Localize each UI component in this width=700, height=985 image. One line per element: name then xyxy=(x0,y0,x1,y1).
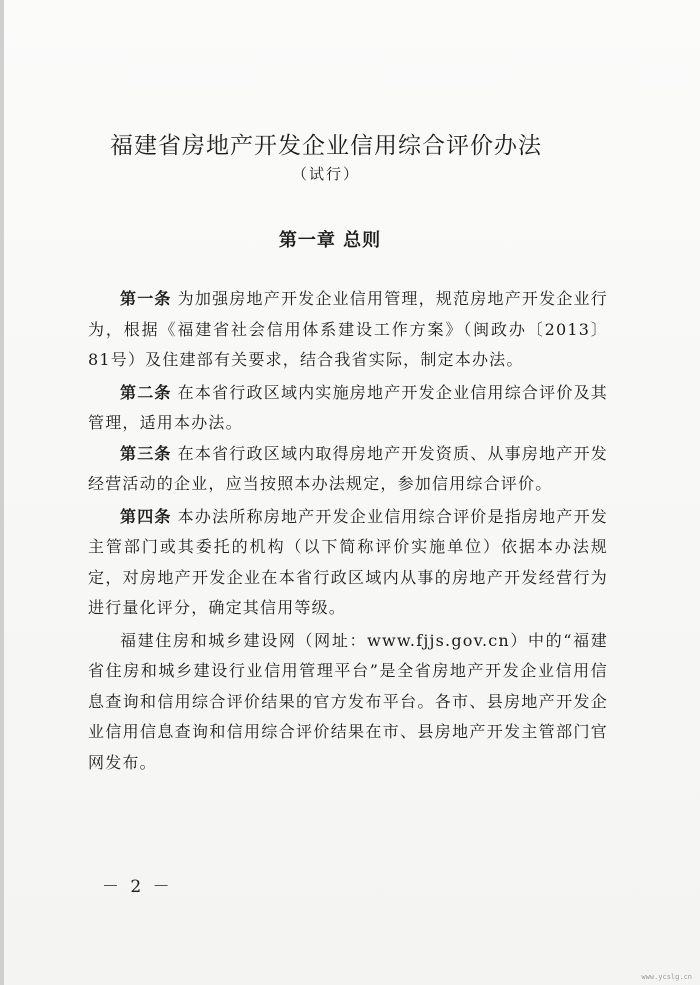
document-subtitle: （试行） xyxy=(291,165,360,183)
page-number: － 2 － xyxy=(102,877,173,897)
article-2-label: 第二条 xyxy=(120,382,172,402)
article-2-text: 在本省行政区域内实施房地产开发企业信用综合评价及其管理，适用本办法。 xyxy=(88,382,608,432)
platform-text: 福建住房和城乡建设网（网址：www.fjjs.gov.cn）中的“福建省住房和城乡建设行业信用管理平台”是全省房地产开发企业信用信息查询和信用综合评价结果的官方发布平台。各市、县房地产开发企业信用信息查询和信用综合评价结果在市、县房地产开发主管部门官网发布。 xyxy=(88,630,608,772)
article-4-text: 本办法所称房地产开发企业信用综合评价是指房地产开发主管部门或其委托的机构（以下简称评价实施单位）依据本办法规定，对房地产开发企业在本省行政区域内从事的房地产开发经营行为进行量化评分，确定其信用等级。 xyxy=(88,506,608,617)
chapter-heading: 第一章 总则 xyxy=(278,230,382,251)
article-1-paragraph xyxy=(88,284,608,376)
platform-paragraph xyxy=(88,626,608,779)
document-title: 福建省房地产开发企业信用综合评价办法 xyxy=(110,133,542,159)
article-4-paragraph xyxy=(88,502,608,624)
article-3-label: 第三条 xyxy=(120,443,172,463)
article-3-paragraph xyxy=(88,439,608,500)
article-1-label: 第一条 xyxy=(120,289,172,308)
document-body xyxy=(88,284,608,778)
article-2-paragraph xyxy=(88,378,608,439)
article-3-text: 在本省行政区域内取得房地产开发资质、从事房地产开发经营活动的企业，应当按照本办法规定，参加信用综合评价。 xyxy=(88,443,608,493)
article-1-text: 为加强房地产开发企业信用管理，规范房地产开发企业行为，根据《福建省社会信用体系建设工作方案》（闽政办〔2013〕81号）及住建部有关要求，结合我省实际，制定本办法。 xyxy=(88,289,608,369)
article-4-label: 第四条 xyxy=(120,506,172,526)
watermark: www.ycslg.cn xyxy=(641,973,692,981)
